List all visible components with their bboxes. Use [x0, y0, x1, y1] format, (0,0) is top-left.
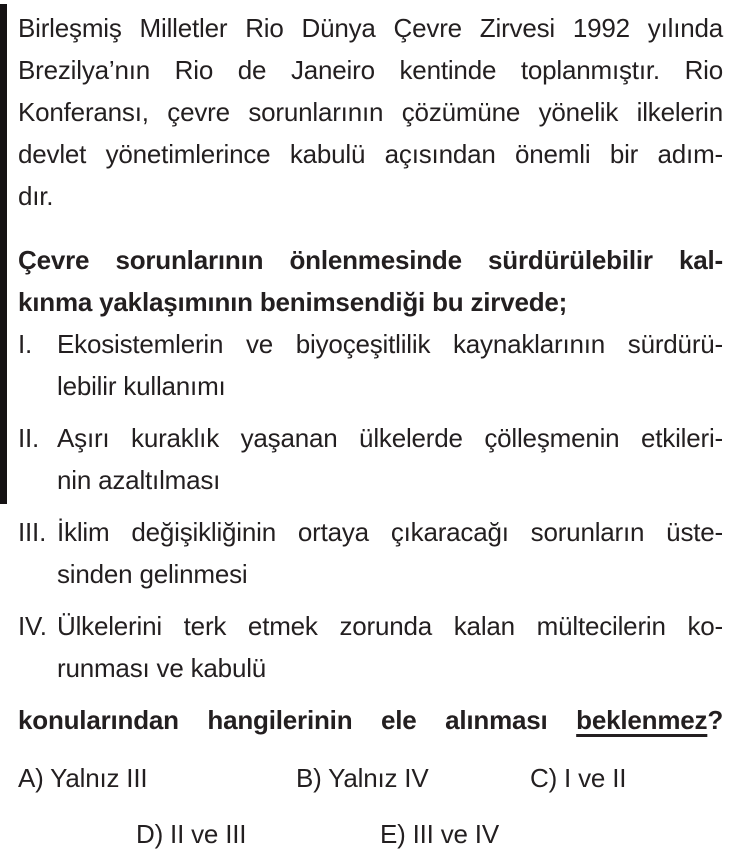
answer-option-d: D) II ve III: [136, 819, 247, 849]
item-line: Ekosistemlerin ve biyoçeşitlilik kaynaklarının sürdürü-: [57, 329, 723, 359]
list-item-3: [18, 511, 723, 595]
item-text: [57, 605, 723, 689]
list-item-1: [18, 323, 723, 407]
answer-option-e: E) III ve IV: [380, 819, 499, 849]
item-numeral: II.: [18, 423, 40, 453]
item-text: [57, 511, 723, 595]
item-text: [57, 417, 723, 501]
closing-suffix: ?: [707, 705, 724, 735]
intro-line: Brezilya’nın Rio de Janeiro kentinde toplanmıştır. Rio: [18, 55, 723, 85]
closing-question: [18, 699, 723, 741]
options-row-1: [18, 757, 723, 799]
underlined-word: beklenmez: [576, 705, 708, 735]
intro-line: Konferansı, çevre sorunlarının çözümüne yönelik ilkelerin: [18, 97, 723, 127]
stem-line: kınma yaklaşımının benimsendiği bu zirvede;: [18, 287, 568, 317]
item-line: Ülkelerini terk etmek zorunda kalan mültecilerin ko-: [57, 611, 723, 641]
item-line: İklim değişikliğinin ortaya çıkaracağı sorunların üste-: [57, 517, 723, 547]
item-text: [57, 323, 723, 407]
list-item-4: [18, 605, 723, 689]
item-line: runması ve kabulü: [57, 653, 267, 683]
question-content: [18, 0, 723, 864]
intro-line: Birleşmiş Milletler Rio Dünya Çevre Zirvesi 1992 yılında: [18, 13, 723, 43]
item-numeral: I.: [18, 329, 33, 359]
list-item-2: [18, 417, 723, 501]
intro-line: devlet yönetimlerince kabulü açısından önemli bir adım-: [18, 139, 723, 169]
question-stem: [18, 239, 723, 323]
item-numeral: IV.: [18, 611, 47, 641]
stem-line: Çevre sorunlarının önlenmesinde sürdürülebilir kal-: [18, 245, 723, 275]
item-numeral: III.: [18, 517, 47, 547]
answer-options: [18, 757, 723, 855]
intro-paragraph: [18, 7, 723, 217]
answer-option-c: C) I ve II: [530, 763, 627, 793]
intro-line: dır.: [18, 181, 54, 211]
item-line: Aşırı kuraklık yaşanan ülkelerde çölleşmenin etkileri-: [57, 423, 723, 453]
item-line: lebilir kullanımı: [57, 371, 226, 401]
page-edge-bar: [0, 4, 7, 504]
item-line: nin azaltılması: [57, 465, 221, 495]
closing-prefix: konularından hangilerinin ele alınması: [18, 705, 548, 735]
answer-option-a: A) Yalnız III: [18, 763, 148, 793]
options-row-2: [18, 813, 723, 855]
item-line: sinden gelinmesi: [57, 559, 248, 589]
answer-option-b: B) Yalnız IV: [296, 763, 429, 793]
